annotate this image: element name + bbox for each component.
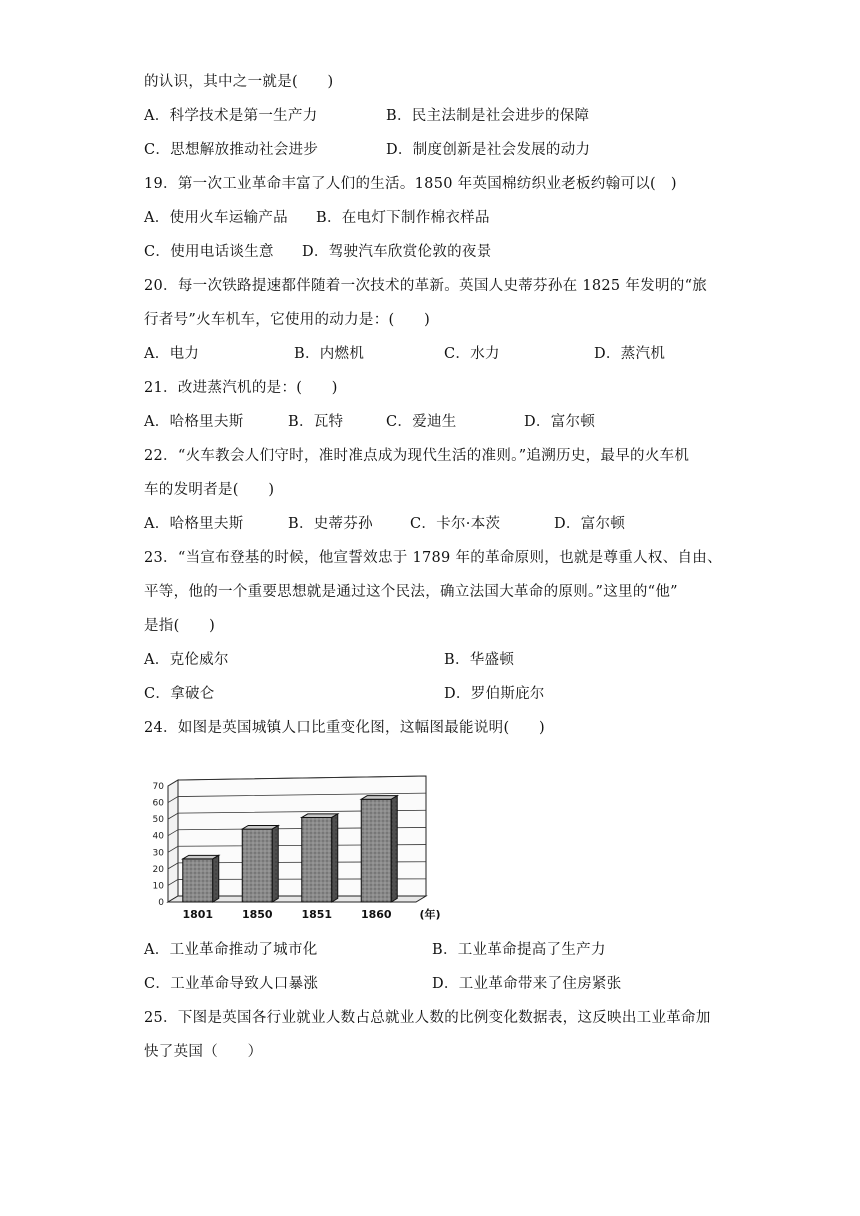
q22-option-b: B．史蒂芬孙: [288, 516, 373, 532]
y-tick-label: 70: [152, 782, 164, 792]
x-tick-label: 1851: [301, 908, 333, 921]
q24-stem: 24．如图是英国城镇人口比重变化图，这幅图最能说明( ): [144, 720, 545, 736]
x-axis-unit: (年): [419, 908, 441, 921]
q18-stem-tail: 的认识，其中之一就是( ): [144, 74, 334, 90]
q19-option-b: B．在电灯下制作棉衣样品: [316, 210, 490, 226]
y-tick-label: 30: [152, 848, 164, 859]
q21-option-b: B．瓦特: [288, 414, 344, 430]
q20-option-a: A．电力: [144, 346, 200, 362]
q18-option-d: D．制度创新是社会发展的动力: [386, 142, 591, 158]
x-tick-label: 1801: [182, 908, 214, 921]
q22-option-c: C．卡尔·本茨: [410, 516, 501, 532]
y-tick-label: 20: [152, 864, 164, 875]
q21-option-a: A．哈格里夫斯: [144, 414, 244, 430]
y-tick-label: 60: [152, 798, 164, 809]
urban-population-chart-svg: [142, 772, 442, 924]
q19-option-d: D．驾驶汽车欣赏伦敦的夜景: [302, 244, 492, 260]
bar-front: [242, 829, 272, 902]
q23-stem-line3: 是指( ): [144, 618, 216, 634]
bar-front: [183, 859, 213, 902]
bar-side: [272, 825, 278, 902]
y-tick-label: 40: [152, 831, 164, 842]
q20-stem-line2: 行者号”火车机车，它使用的动力是：( ): [144, 312, 431, 328]
q18-option-b: B．民主法制是社会进步的保障: [386, 108, 590, 124]
q21-option-c: C．爱迪生: [386, 414, 457, 430]
y-tick-label: 10: [152, 881, 164, 892]
q25-stem-line2: 快了英国（ ）: [144, 1044, 263, 1060]
bar-1860: [361, 796, 397, 902]
q19-stem: 19．第一次工业革命丰富了人们的生活。1850 年英国棉纺织业老板约翰可以( ): [144, 176, 677, 192]
bar-side: [391, 796, 397, 902]
q21-stem: 21．改进蒸汽机的是：( ): [144, 380, 338, 396]
q22-stem-line1: 22．“火车教会人们守时，准时准点成为现代生活的准则。”追溯历史，最早的火车机: [144, 448, 690, 464]
q24-option-d: D．工业革命带来了住房紧张: [432, 976, 622, 992]
q18-option-c: C．思想解放推动社会进步: [144, 142, 319, 158]
q20-option-c: C．水力: [444, 346, 500, 362]
bar-1850: [242, 825, 278, 902]
bar-front: [361, 799, 391, 902]
bar-1801: [183, 855, 219, 902]
q22-option-d: D．富尔顿: [554, 516, 626, 532]
q18-option-a: A．科学技术是第一生产力: [144, 108, 318, 124]
q24-option-a: A．工业革命推动了城市化: [144, 942, 318, 958]
bar-front: [302, 817, 332, 902]
urban-population-chart: [142, 772, 442, 924]
q23-option-c: C．拿破仑: [144, 686, 215, 702]
x-tick-label: 1850: [241, 908, 273, 921]
q19-option-a: A．使用火车运输产品: [144, 210, 288, 226]
q23-option-d: D．罗伯斯庇尔: [444, 686, 545, 702]
bar-1851: [302, 814, 338, 902]
q23-stem-line1: 23．“当宣布登基的时候，他宣誓效忠于 1789 年的革命原则，也就是尊重人权、自由、: [144, 550, 722, 566]
q23-stem-line2: 平等，他的一个重要思想就是通过这个民法，确立法国大革命的原则。”这里的“他”: [144, 584, 678, 600]
q22-stem-line2: 车的发明者是( ): [144, 482, 275, 498]
q20-stem-line1: 20．每一次铁路提速都伴随着一次技术的革新。英国人史蒂芬孙在 1825 年发明的“旅: [144, 278, 708, 294]
q19-option-c: C．使用电话谈生意: [144, 244, 274, 260]
q20-option-d: D．蒸汽机: [594, 346, 666, 362]
x-tick-label: 1860: [360, 908, 392, 921]
chart-side-wall: [168, 780, 178, 902]
q23-option-b: B．华盛顿: [444, 652, 515, 668]
bar-side: [213, 855, 219, 902]
bar-side: [332, 814, 338, 902]
q24-option-c: C．工业革命导致人口暴涨: [144, 976, 319, 992]
y-tick-label: 0: [158, 898, 164, 908]
q23-option-a: A．克伦威尔: [144, 652, 229, 668]
q20-option-b: B．内燃机: [294, 346, 365, 362]
q22-option-a: A．哈格里夫斯: [144, 516, 244, 532]
y-tick-label: 50: [152, 815, 164, 826]
q21-option-d: D．富尔顿: [524, 414, 596, 430]
q25-stem-line1: 25．下图是英国各行业就业人数占总就业人数的比例变化数据表，这反映出工业革命加: [144, 1010, 711, 1026]
q24-option-b: B．工业革命提高了生产力: [432, 942, 606, 958]
